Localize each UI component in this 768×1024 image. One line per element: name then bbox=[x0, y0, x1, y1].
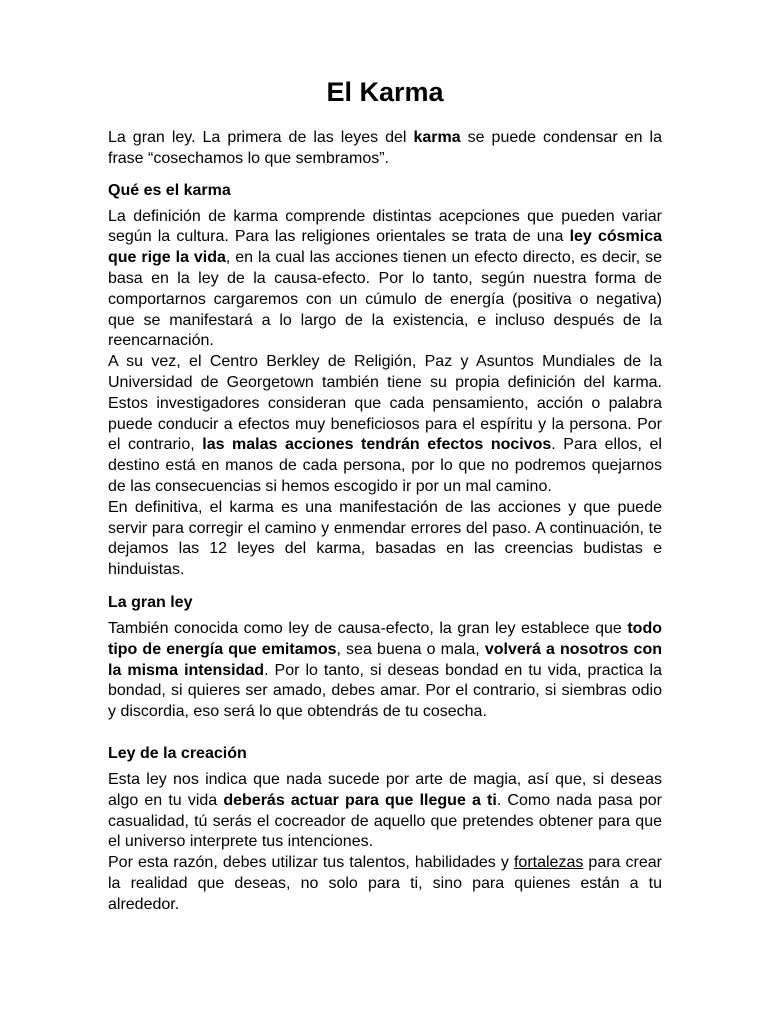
s1p2-text-2: . Para ellos, el destino está en manos de cada persona, por lo que no podremos quejarnos de las consecuencias si hemos escogido ir por un mal camino. bbox=[108, 436, 662, 495]
s2p1-bold-1: todo tipo de energía que emitamos bbox=[108, 619, 662, 658]
fortalezas-link[interactable]: fortalezas bbox=[513, 854, 584, 872]
section1-paragraph-1 bbox=[108, 207, 662, 353]
intro-paragraph bbox=[108, 128, 662, 170]
section1-paragraph-3: En definitiva, el karma es una manifestación de las acciones y que puede servir para corregir el camino y enmendar errores del paso. A continuación, te dejamos las 12 leyes del karma, basadas en las creencias budistas e hinduistas. bbox=[108, 498, 662, 579]
intro-text-1: La gran ley. La primera de las leyes del bbox=[108, 129, 414, 146]
intro-text-2: se puede condensar en la frase “cosechamos lo que sembramos”. bbox=[108, 129, 662, 167]
section3-paragraph-2 bbox=[108, 853, 662, 915]
s1p2-bold-1: las malas acciones tendrán efectos nocivos bbox=[202, 436, 552, 454]
s3p1-text-1: Esta ley nos indica que nada sucede por arte de magia, así que, si deseas algo en tu vida bbox=[108, 770, 662, 809]
section1-paragraph-2 bbox=[108, 352, 662, 498]
s3p1-text-2: . Como nada pasa por casualidad, tú serás el cocreador de aquello que pretendes obtener para que el universo interprete tus intenciones. bbox=[108, 791, 662, 851]
document-page bbox=[108, 70, 662, 916]
s1p1-bold-1: ley cósmica que rige la vida bbox=[108, 228, 662, 267]
s3p1-bold-1: deberás actuar para que llegue a ti bbox=[223, 791, 497, 809]
intro-bold-1: karma bbox=[413, 129, 461, 146]
s3p2-text-2: para crear la realidad que deseas, no solo para ti, sino para quienes están a tu alrededor. bbox=[108, 854, 662, 913]
s1p1-text-2: , en la cual las acciones tienen un efecto directo, es decir, se basa en la ley de la causa-efecto. Por lo tanto, según nuestra forma de comportarnos cargaremos con un cúmulo de energía (positiva o negativa) que se manifestará a lo largo de la existencia, e incluso después de la reencarnación. bbox=[108, 249, 662, 350]
section-heading-ley-de-la-creacion: Ley de la creación bbox=[108, 744, 247, 762]
section-heading-que-es-el-karma: Qué es el karma bbox=[108, 181, 231, 199]
s2p1-bold-2: volverá a nosotros con la misma intensidad bbox=[108, 640, 662, 679]
section-heading-la-gran-ley: La gran ley bbox=[108, 593, 193, 611]
s2p1-text-1: También conocida como ley de causa-efecto, la gran ley establece que bbox=[108, 619, 628, 637]
section2-paragraph-1 bbox=[108, 619, 662, 723]
document-title: El Karma bbox=[326, 77, 444, 107]
s3p2-text-1: Por esta razón, debes utilizar tus talentos, habilidades y bbox=[108, 854, 514, 872]
section3-paragraph-1 bbox=[108, 770, 662, 853]
s2p1-text-2: , sea buena o mala, bbox=[336, 640, 485, 658]
s2p1-text-3: . Por lo tanto, si deseas bondad en tu vida, practica la bondad, si quieres ser amado, debes amar. Por el contrario, si siembras odio y discordia, eso será lo que obtendrás de tu cosecha. bbox=[108, 661, 662, 721]
s1p1-text-1: La definición de karma comprende distintas acepciones que pueden variar según la cultura. Para las religiones orientales se trata de una bbox=[108, 207, 662, 246]
s1p2-text-1: A su vez, el Centro Berkley de Religión, Paz y Asuntos Mundiales de la Universidad de Georgetown también tiene su propia definición del karma. Estos investigadores consideran que cada pensamiento, acción o palabra puede conducir a efectos muy beneficiosos para el espíritu y la persona. Por el contrario, bbox=[108, 353, 662, 454]
